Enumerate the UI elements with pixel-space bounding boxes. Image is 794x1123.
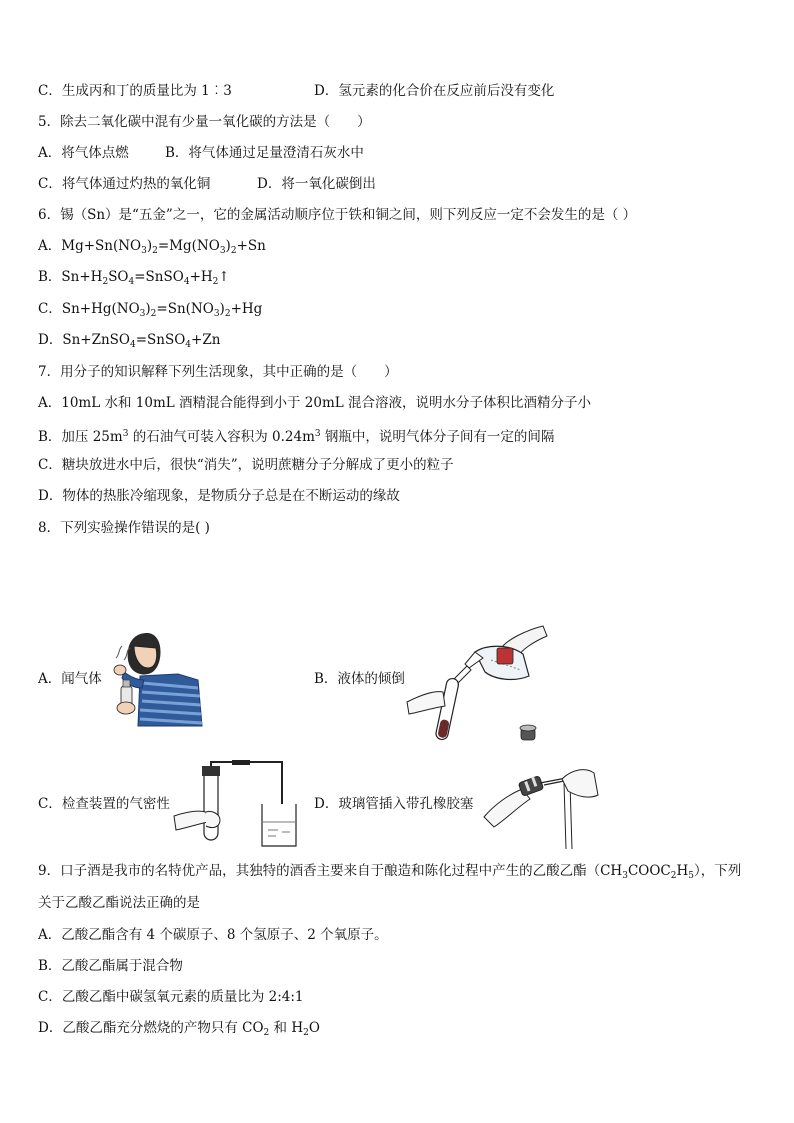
q9-option-c: C．乙酸乙酯中碳氢氧元素的质量比为 2:4:1 [38,989,304,1005]
airtightness-check-illustration [172,760,297,850]
q8-option-d: D．玻璃管插入带孔橡胶塞 [314,796,474,812]
q8-stem: 8．下列实验操作错误的是( ) [38,520,210,536]
q5-option-a: A．将气体点燃 [38,145,129,161]
q6-option-c: C．$Sn+Hg(NO_3)_2=Sn(NO_3)_2+Hg$ [38,301,263,319]
q5-option-b: B．将气体通过足量澄清石灰水中 [165,145,364,161]
q7-option-d: D．物体的热胀冷缩现象，是物质分子总是在不断运动的缘故 [38,488,400,504]
q9-stem-line2: 关于乙酸乙酯说法正确的是 [38,895,200,911]
q7-option-b: B．加压 $25m^3$ 的石油气可装入容积为 $0.24m^3$ 钢瓶中，说明气体分子间有一定的间隔 [38,429,555,445]
q6-stem: 6．锡（Sn）是“五金”之一，它的金属活动顺序位于铁和铜之间，则下列反应一定不会发生的是（ ） [38,207,637,223]
q6-option-a: A．$Mg+Sn(NO_3)_2=Mg(NO_3)_2+Sn$ [38,238,266,256]
q8-option-c: C．检查装置的气密性 [38,796,170,812]
q4-option-d: D．氢元素的化合价在反应前后没有变化 [314,83,555,99]
q8-option-b: B．液体的倾倒 [314,671,405,687]
q9-option-b: B．乙酸乙酯属于混合物 [38,958,183,974]
q5-stem: 5．除去二氧化碳中混有少量一氧化碳的方法是（ ） [38,114,371,130]
glass-tube-stopper-illustration [482,765,600,850]
q7-stem: 7．用分子的知识解释下列生活现象，其中正确的是（ ） [38,364,398,380]
pouring-liquid-illustration [405,620,555,745]
q6-option-b: B．$Sn+H_2SO_4=SnSO_4+H_2↑$ [38,269,230,287]
q9-stem-line1: 9．口子酒是我市的名特优产品，其独特的酒香主要来自于酿造和陈化过程中产生的乙酸乙酯$(CH_3COOC_2H_5)$，下列 [38,863,742,881]
q9-option-a: A．乙酸乙酯含有 4 个碳原子、8 个氢原子、2 个氧原子。 [38,927,388,943]
q4-option-c: C．生成丙和丁的质量比为 1︰3 [38,83,232,99]
q7-option-c: C．糖块放进水中后，很快“消失”，说明蔗糖分子分解成了更小的粒子 [38,457,454,473]
smelling-gas-illustration [112,628,207,728]
q8-option-a: A．闻气体 [38,671,102,687]
q5-option-c: C．将气体通过灼热的氧化铜 [38,176,211,192]
q7-option-a: A．10mL 水和 10mL 酒精混合能得到小于 20mL 混合溶液，说明水分子体积比酒精分子小 [38,395,592,411]
q9-option-d: D．乙酸乙酯充分燃烧的产物只有 $CO_2$ 和 $H_2O$ [38,1020,320,1038]
q5-option-d: D．将一氧化碳倒出 [257,176,376,192]
q6-option-d: D．Sn+ZnSO$_4$=SnSO$_4$+Zn [38,332,221,350]
